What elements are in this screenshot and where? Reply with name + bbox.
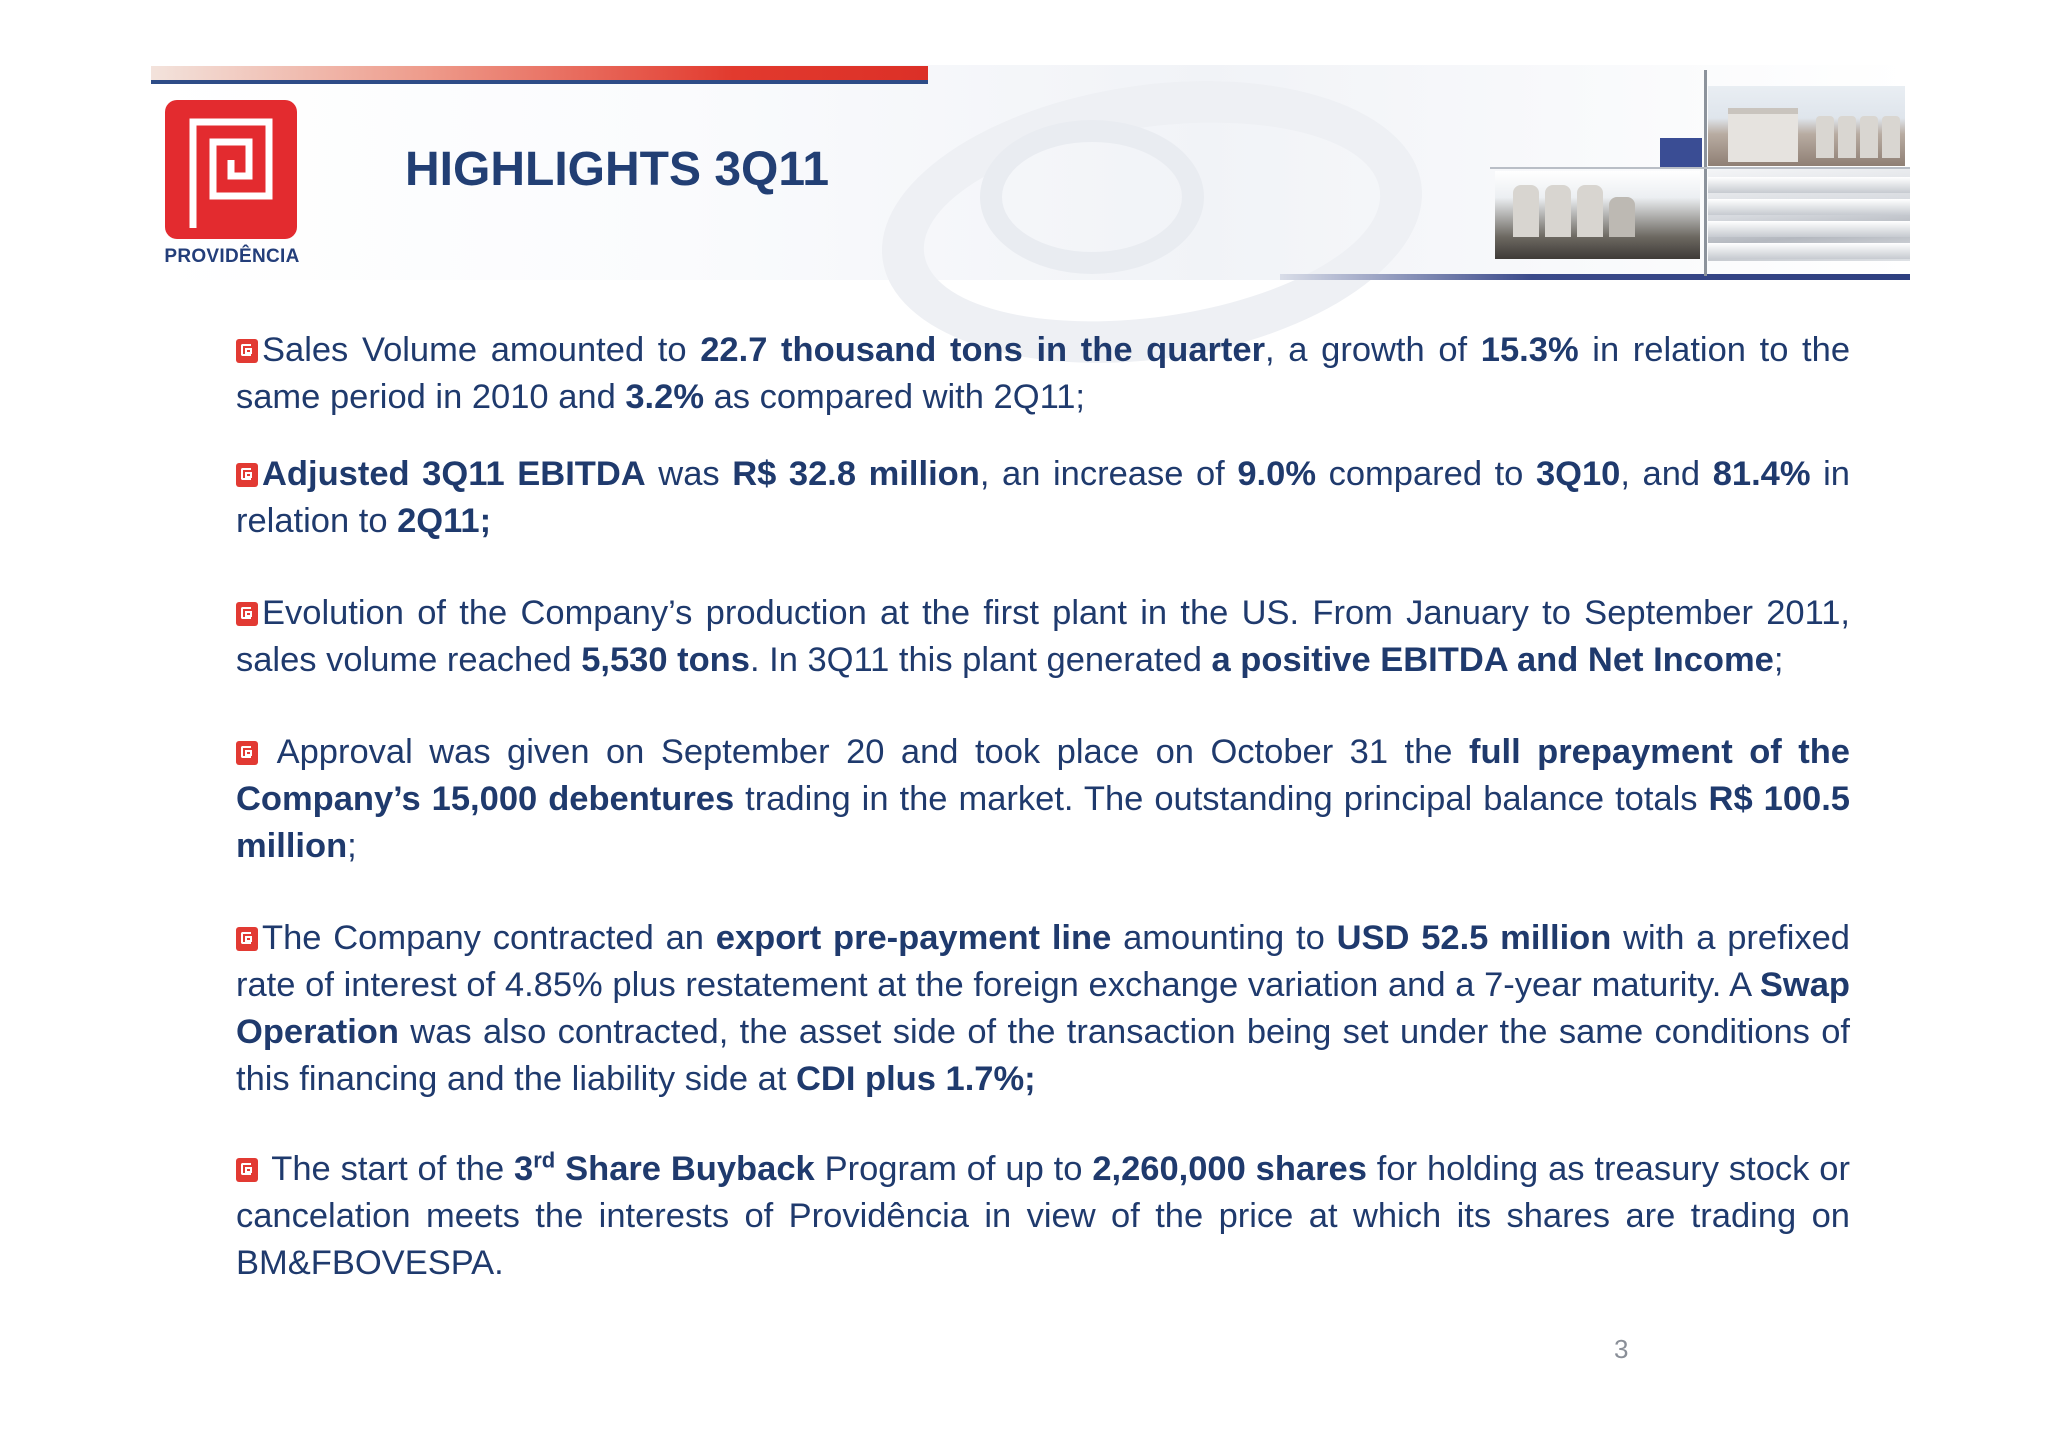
text-run: full prepayment of the Company’s 15,000 debentures [236,733,1850,818]
bullet-logo-icon [236,463,258,487]
text-run: Program of up to [814,1150,1093,1188]
text-run: 3.2% [625,378,704,416]
header-bottom-rule [1280,274,1910,280]
page-title: HIGHLIGHTS 3Q11 [405,143,830,196]
text-run: was [645,455,733,493]
text-run: 5,530 tons [581,641,750,679]
text-run: R$ 32.8 million [732,455,980,493]
text-run: Approval was given on September 20 and took place on October 31 the [262,733,1469,771]
header-watermark-swirl-inner [980,120,1204,274]
bullet-logo-icon [236,1158,258,1182]
text-run: Sales Volume amounted to [262,331,701,369]
logo-wordmark: PROVIDÊNCIA [164,246,300,267]
text-run: 3 [514,1150,534,1188]
text-run: trading in the market. The outstanding principal balance totals [734,780,1709,818]
text-run: 3Q10 [1535,455,1621,493]
highlight-sales-volume [236,327,1850,421]
collage-divider-horizontal [1490,167,1910,169]
text-run: rd [533,1147,556,1173]
text-run: , and [1620,455,1713,493]
text-run: , an increase of [979,455,1238,493]
highlight-export-prepayment [236,915,1850,1103]
text-run: The Company contracted an [262,919,716,957]
text-run: ; [347,827,357,865]
text-run: 15.3% [1480,331,1579,369]
text-run: , a growth of [1265,331,1481,369]
text-run: ; [1773,641,1784,679]
text-run: compared to [1316,455,1536,493]
text-run: for holding as treasury stock or cancelation meets the interests of Providência in view of the price at which its shares are trading on BM&FBOVESPA. [236,1150,1850,1282]
text-run: export pre-payment line [715,919,1112,957]
text-run: 9.0% [1237,455,1316,493]
factory-photo-silos [1495,171,1700,259]
text-run: Swap Operation [236,966,1850,1051]
bullet-logo-icon [236,927,258,951]
highlight-ebitda [236,451,1850,545]
highlight-us-plant [236,590,1850,684]
collage-accent-square [1660,138,1702,168]
header-top-rule [151,80,928,84]
text-run: CDI plus 1.7%; [796,1060,1036,1098]
highlight-share-buyback [236,1146,1850,1287]
text-run: Evolution of the Company’s production at the first plant in the US. From January to September 2011, sales volume reached [236,594,1850,679]
text-run: in relation to the same period in 2010 and [236,331,1851,416]
providencia-logo-icon [165,100,297,239]
logo-spiral-icon [165,100,297,239]
text-run: with a prefixed rate of interest of 4.85% plus restatement at the foreign exchange variation and a 7-year maturity. A [236,919,1850,1004]
highlights-list [236,327,1850,1287]
bullet-logo-icon [236,741,258,765]
text-run: 2Q11; [397,502,492,540]
text-run: 2,260,000 shares [1092,1150,1367,1188]
text-run: as compared with 2Q11; [704,378,1085,416]
page-number: 3 [1614,1334,1629,1364]
bullet-logo-icon [236,602,258,626]
text-run: in relation to [236,455,1850,540]
text-run: amounting to [1111,919,1337,957]
text-run: USD 52.5 million [1336,919,1612,957]
text-run: was also contracted, the asset side of the transaction being set under the same conditions of this financing and the liability side at [236,1013,1850,1098]
text-run: Adjusted 3Q11 EBITDA [262,455,646,493]
factory-photo-exterior [1708,86,1905,166]
text-run: Share Buyback [555,1150,815,1188]
text-run: The start of the [262,1150,515,1188]
text-run: 81.4% [1712,455,1811,493]
text-run: . In 3Q11 this plant generated [749,641,1212,679]
text-run: a positive EBITDA and Net Income [1211,641,1774,679]
text-run: 22.7 thousand tons in the quarter [700,331,1266,369]
factory-photo-rolls [1708,169,1910,261]
bullet-logo-icon [236,339,258,363]
header-accent-bar [151,66,928,80]
highlight-debentures [236,729,1850,870]
text-run: R$ 100.5 million [236,780,1850,865]
collage-divider-vertical [1704,70,1707,276]
